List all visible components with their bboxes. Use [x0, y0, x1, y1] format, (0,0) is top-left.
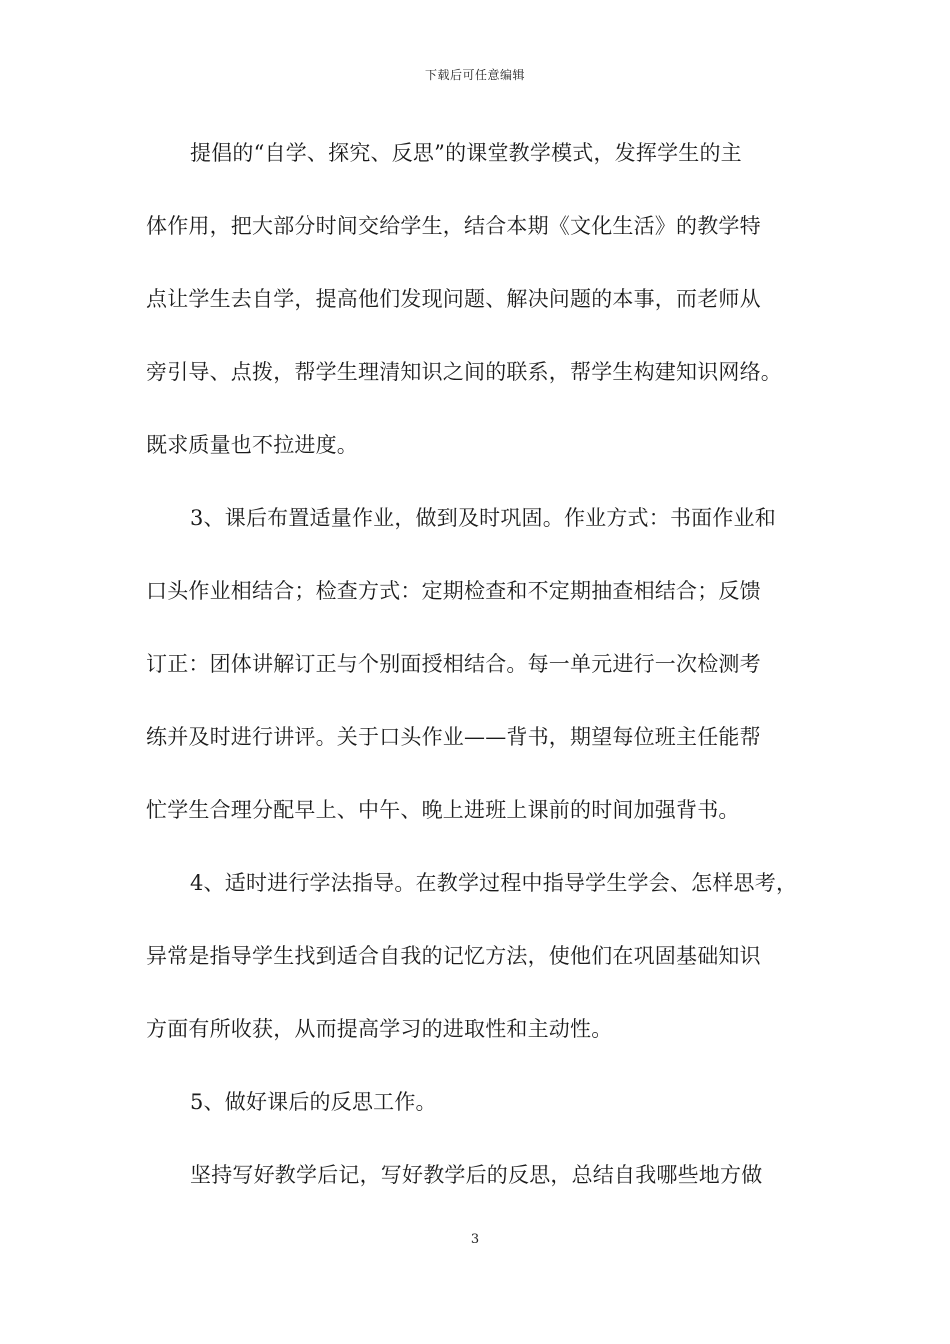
paragraph-line: 既求质量也不拉进度。 — [146, 433, 358, 457]
document-body — [146, 125, 826, 1220]
paragraph-line: 4、适时进行学法指导。在教学过程中指导学生学会、怎样思考， — [190, 871, 798, 895]
paragraph-line: 练并及时进行讲评。关于口头作业——背书，期望每位班主任能帮 — [146, 725, 761, 749]
paragraph-line: 方面有所收获，从而提高学习的进取性和主动性。 — [146, 1017, 613, 1041]
paragraph-line: 旁引导、点拨，帮学生理清知识之间的联系，帮学生构建知识网络。 — [146, 360, 782, 384]
paragraph-line: 订正：团体讲解订正与个别面授相结合。每一单元进行一次检测考 — [146, 652, 761, 676]
page-number: 3 — [470, 1232, 480, 1247]
paragraph-line: 忙学生合理分配早上、中午、晚上进班上课前的时间加强背书。 — [146, 798, 740, 822]
paragraph-line: 3、课后布置适量作业，做到及时巩固。作业方式：书面作业和 — [190, 506, 776, 530]
paragraph-line: 口头作业相结合；检查方式：定期检查和不定期抽查相结合；反馈 — [146, 579, 761, 603]
paragraph-line: 提倡的“自学、探究、反思”的课堂教学模式，发挥学生的主 — [190, 141, 742, 165]
paragraph-line: 坚持写好教学后记，写好教学后的反思，总结自我哪些地方做 — [190, 1163, 763, 1187]
paragraph-line: 点让学生去自学，提高他们发现问题、解决问题的本事，而老师从 — [146, 287, 761, 311]
paragraph-line: 异常是指导学生找到适合自我的记忆方法，使他们在巩固基础知识 — [146, 944, 761, 968]
paragraph-line: 体作用，把大部分时间交给学生，结合本期《文化生活》的教学特 — [146, 214, 761, 238]
page-header: 下载后可任意编辑 — [424, 68, 525, 82]
paragraph-line: 5、做好课后的反思工作。 — [190, 1090, 437, 1114]
